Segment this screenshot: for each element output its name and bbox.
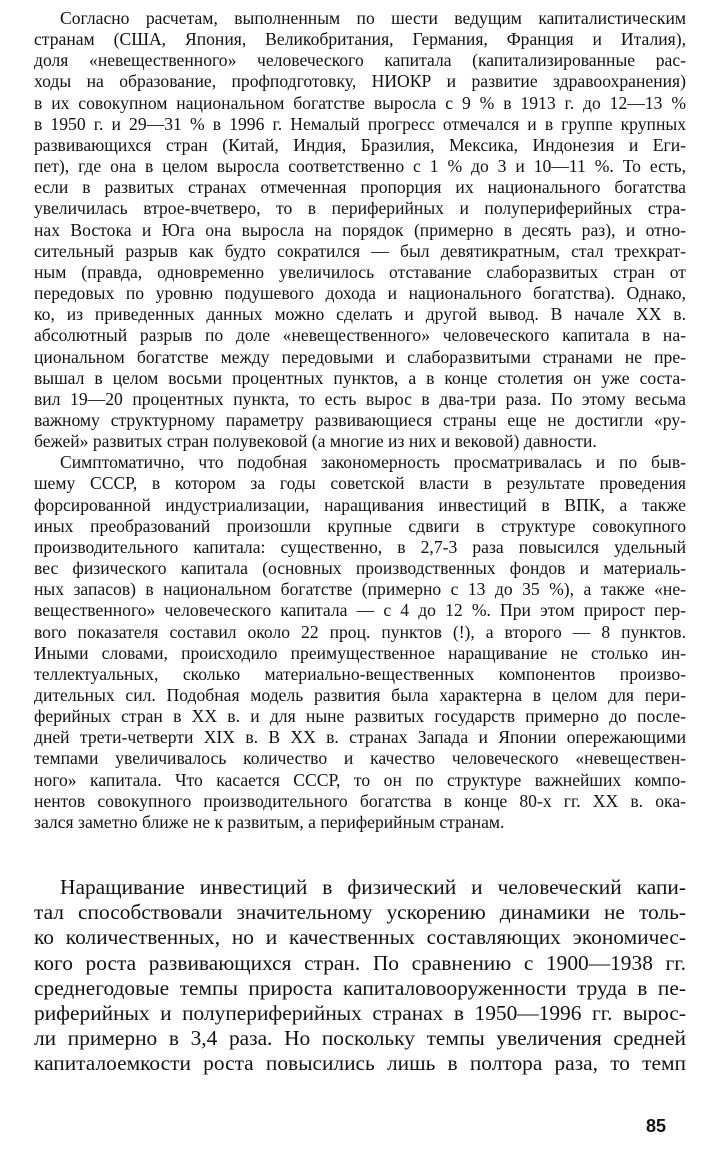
text-line: капиталоемкости роста повысились лишь в полтора раза, то темп (34, 1051, 686, 1076)
text-line: передовых по уровню подушевого дохода и национального богатства). Однако, (34, 283, 686, 304)
main-text-section (34, 875, 686, 1077)
text-line: циональном богатстве между передовыми и слаборазвитыми странами не пре- (34, 346, 686, 367)
text-line: доля «невещественного» человеческого капитала (капитализированные рас- (34, 50, 686, 71)
text-line: вещественного» человеческого капитала — с 4 до 12 %. При этом прирост пер- (34, 600, 686, 621)
text-line: развивающихся стран (Китай, Индия, Бразилия, Мексика, Индонезия и Еги- (34, 134, 686, 155)
page-number: 85 (646, 1116, 667, 1136)
text-line: риферийных и полупериферийных странах в 1950—1996 гг. вырос- (34, 1000, 686, 1025)
text-line: ко, из приведенных данных можно сделать и другой вывод. В начале XX в. (34, 304, 686, 325)
text-line: Симптоматично, что подобная закономерность просматривалась и по быв- (60, 452, 686, 473)
text-line: дительных сил. Подобная модель развития была характерна в целом для пери- (34, 685, 686, 705)
text-line: если в развитых странах отмеченная пропорция их национального богатства (34, 177, 686, 198)
text-line: ным (правда, одновременно увеличилось отставание слаборазвитых стран от (34, 261, 686, 282)
text-line: нентов совокупного производительного богатства в конце 80-х гг. XX в. ока- (34, 790, 686, 811)
text-line: Иными словами, происходило преимущественное наращивание не столько ин- (34, 642, 686, 663)
text-line: пет), где она в целом выросла соответственно с 1 % до 3 и 10—11 %. То есть, (34, 156, 686, 177)
text-line: странам (США, Япония, Великобритания, Германия, Франция и Италия), (34, 29, 686, 50)
text-line: дней трети-четверти XIX в. В XX в. странах Запада и Японии опережающими (34, 727, 686, 748)
text-line: ко количественных, но и качественных составляющих экономичес- (34, 925, 686, 950)
text-line: вил 19—20 процентных пункта, то есть вырос в два-три раза. По этому весьма (34, 388, 686, 409)
text-line: среднегодовые темпы прироста капиталовооруженности труда в пе- (34, 975, 686, 1000)
text-line: важному структурному параметру развивающиеся страны еще не достигли «ру- (34, 409, 686, 430)
text-line: вес физического капитала (основных производственных фондов и материаль- (34, 558, 686, 579)
text-line: кого роста развивающихся стран. По сравнению с 1900—1938 гг. (34, 950, 686, 975)
text-line: в 1950 г. и 29—31 % в 1996 г. Немалый прогресс отмечался и в группе крупных (34, 113, 686, 134)
paragraph-intangible-capital-share (34, 8, 686, 452)
text-line: Наращивание инвестиций в физический и человеческий капи- (60, 875, 686, 899)
text-line: вышал в целом восьми процентных пунктов, а в конце столетия он уже соста- (34, 367, 686, 388)
text-line: иных преобразований произошли крупные сдвиги в структуре совокупного (34, 515, 686, 536)
paragraph-investment-growth (34, 875, 686, 1077)
text-line: вого показателя составил около 22 проц. пунктов (!), а второго — 8 пунктов. (34, 621, 686, 642)
text-line: форсированной индустриализации, наращивания инвестиций в ВПК, а также (34, 494, 686, 515)
text-line: ходы на образование, профподготовку, НИОКР и развитие здравоохранения) (34, 71, 686, 92)
text-line: нах Востока и Юга она выросла на порядок (примерно в десять раз), и отно- (34, 219, 686, 240)
text-line: тал способствовали значительному ускорению динамики не толь- (34, 900, 686, 925)
text-line: производительного капитала: существенно, в 2,7-3 раза повысился удельный (34, 536, 686, 557)
text-line: ли примерно в 3,4 раза. Но поскольку темпы увеличения средней (34, 1026, 686, 1051)
text-line: ных запасов) в национальном богатстве (примерно с 13 до 35 %), а также «не- (34, 579, 686, 600)
text-line: темпами увеличивалось количество и качество человеческого «невеществен- (34, 748, 686, 769)
text-line: шему СССР, в котором за годы советской власти в результате проведения (34, 473, 686, 494)
text-line: бежей» развитых стран полувековой (а многие из них и вековой) давности. (34, 431, 597, 452)
text-line: в их совокупном национальном богатстве выросла с 9 % в 1913 г. до 12—13 % (34, 92, 686, 113)
paragraph-ussr-capital-structure (34, 452, 686, 833)
text-line: сительный разрыв как будто сократился — был девятикратным, стал трехкрат- (34, 240, 686, 261)
small-print-section (34, 8, 686, 833)
text-line: увеличилась втрое-вчетверо, то в периферийных и полупериферийных стра- (34, 198, 686, 219)
text-line: ного» капитала. Что касается СССР, то он по структуре важнейших компо- (34, 769, 686, 790)
text-line: зался заметно ближе не к развитым, а периферийным странам. (34, 811, 505, 832)
text-line: абсолютный разрыв по доле «невещественного» человеческого капитала в на- (34, 325, 686, 346)
text-line: ферийных стран в XX в. и для ныне развитых государств примерно до после- (34, 706, 686, 727)
text-line: теллектуальных, сколько материально-вещественных компонентов произво- (34, 663, 686, 684)
text-line: Согласно расчетам, выполненным по шести ведущим капиталистическим (60, 8, 686, 28)
